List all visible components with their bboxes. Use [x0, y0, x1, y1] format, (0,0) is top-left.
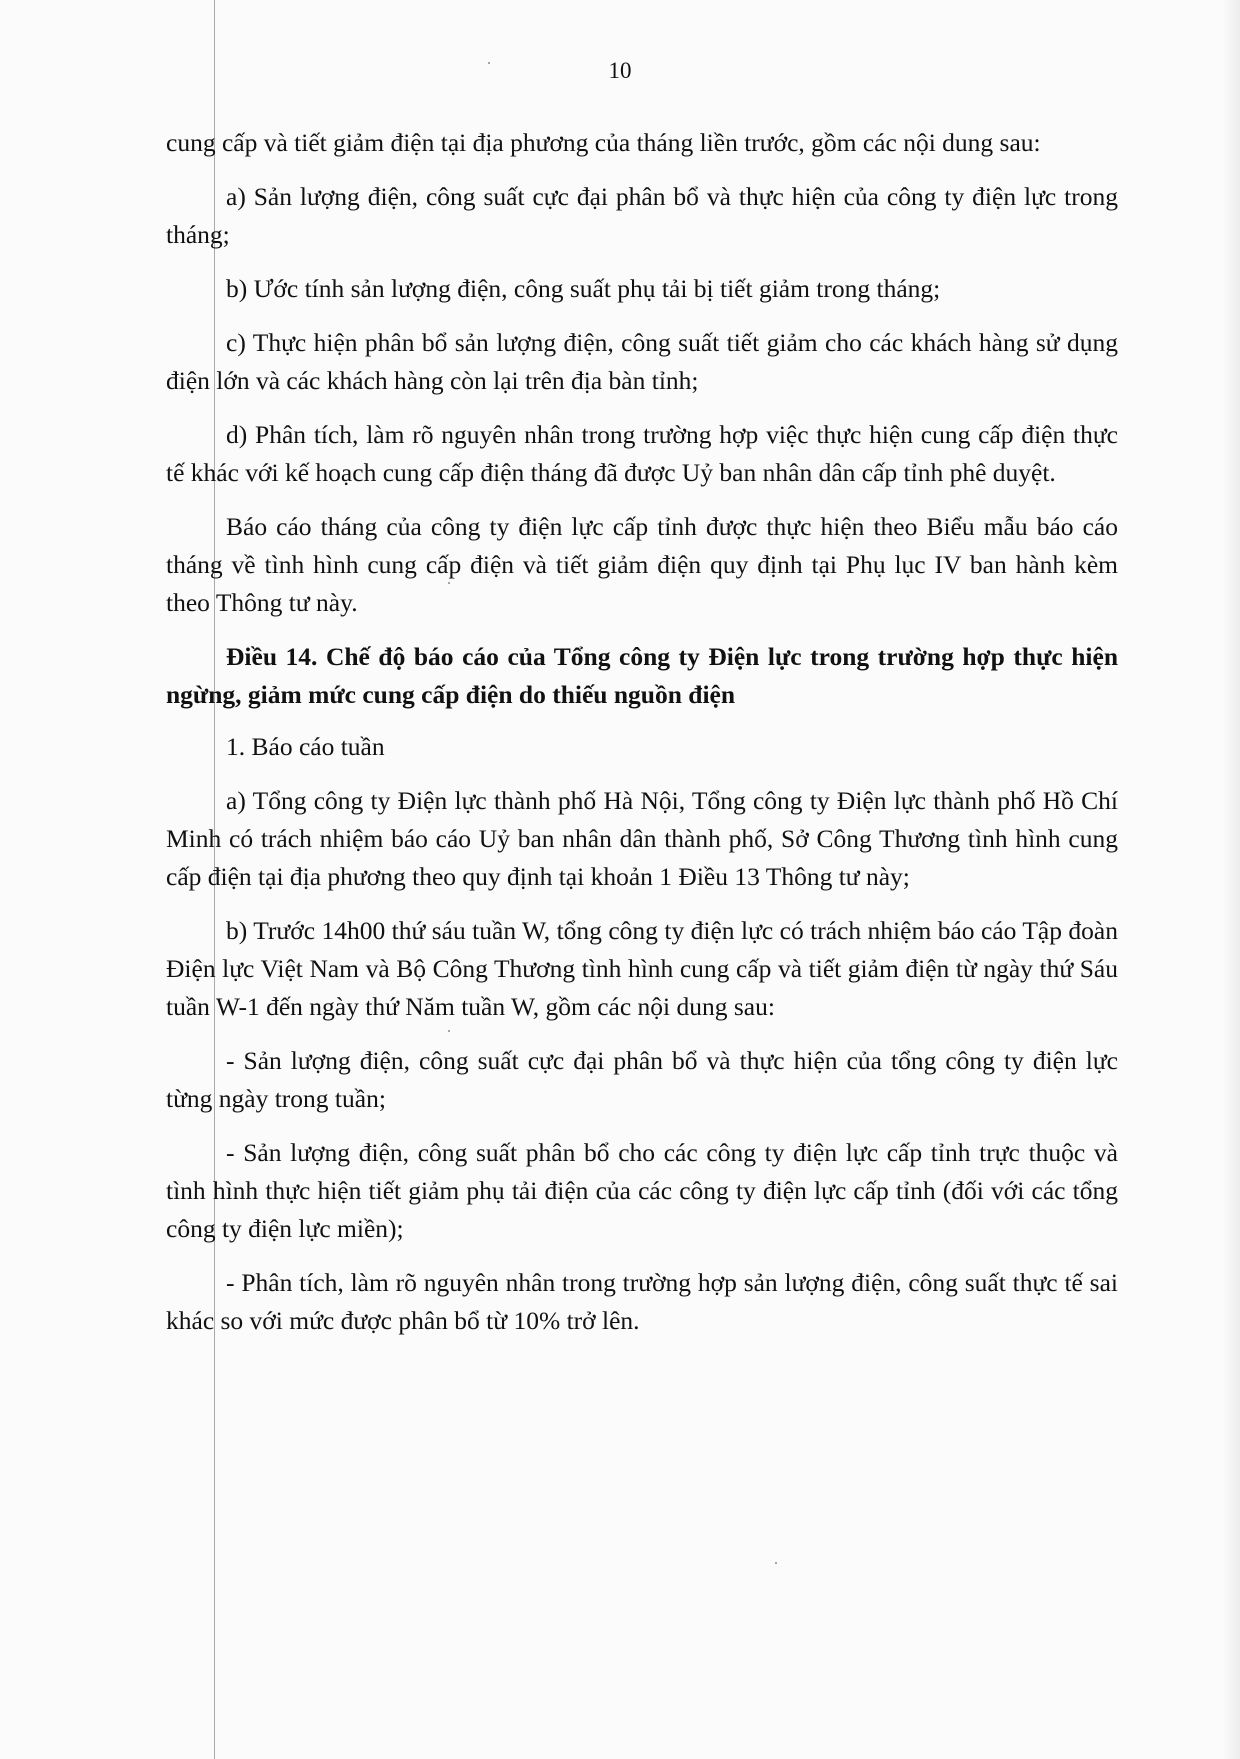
paragraph-item-b: b) Ước tính sản lượng điện, công suất phụ tải bị tiết giảm trong tháng;: [226, 274, 941, 303]
scan-speck: [775, 1562, 777, 1564]
document-body: [166, 124, 1118, 1356]
article-14-heading: Điều 14. Chế độ báo cáo của Tổng công ty Điện lực trong trường hợp thực hiện ngừng, giảm mức cung cấp điện do thiếu nguồn điện: [166, 642, 1118, 709]
paragraph-continuation: cung cấp và tiết giảm điện tại địa phương của tháng liền trước, gồm các nội dung sau:: [166, 128, 1041, 157]
bullet-item-1: - Sản lượng điện, công suất cực đại phân bổ và thực hiện của tổng công ty điện lực từng ngày trong tuần;: [166, 1046, 1118, 1113]
bullet-item-3: - Phân tích, làm rõ nguyên nhân trong trường hợp sản lượng điện, công suất thực tế sai khác so với mức được phân bổ từ 10% trở lên.: [166, 1268, 1118, 1335]
bullet-item-2: - Sản lượng điện, công suất phân bổ cho các công ty điện lực cấp tỉnh trực thuộc và tình hình thực hiện tiết giảm phụ tải điện của các công ty điện lực cấp tỉnh (đối với các tổng công ty điện lực miền);: [166, 1138, 1118, 1243]
scan-speck: [448, 582, 450, 584]
page-edge-shadow: [1222, 0, 1240, 1759]
paragraph-item-c: c) Thực hiện phân bổ sản lượng điện, công suất tiết giảm cho các khách hàng sử dụng điện lớn và các khách hàng còn lại trên địa bàn tỉnh;: [166, 328, 1118, 395]
paragraph-monthly-report: Báo cáo tháng của công ty điện lực cấp tỉnh được thực hiện theo Biểu mẫu báo cáo tháng về tình hình cung cấp điện và tiết giảm điện quy định tại Phụ lục IV ban hành kèm theo Thông tư này.: [166, 512, 1118, 617]
paragraph-item-d: d) Phân tích, làm rõ nguyên nhân trong trường hợp việc thực hiện cung cấp điện thực tế khác với kế hoạch cung cấp điện tháng đã được Uỷ ban nhân dân cấp tỉnh phê duyệt.: [166, 420, 1118, 487]
scan-speck: [448, 1030, 450, 1032]
page-number: 10: [608, 58, 632, 83]
paragraph-item-a: a) Sản lượng điện, công suất cực đại phân bổ và thực hiện của công ty điện lực trong tháng;: [166, 182, 1118, 249]
scan-speck: [488, 62, 490, 64]
paragraph-weekly-a: a) Tổng công ty Điện lực thành phố Hà Nội, Tổng công ty Điện lực thành phố Hồ Chí Minh có trách nhiệm báo cáo Uỷ ban nhân dân thành phố, Sở Công Thương tình hình cung cấp điện tại địa phương theo quy định tại khoản 1 Điều 13 Thông tư này;: [166, 786, 1118, 891]
paragraph-weekly-b: b) Trước 14h00 thứ sáu tuần W, tổng công ty điện lực có trách nhiệm báo cáo Tập đoàn Điện lực Việt Nam và Bộ Công Thương tình hình cung cấp và tiết giảm điện từ ngày thứ Sáu tuần W-1 đến ngày thứ Năm tuần W, gồm các nội dung sau:: [166, 916, 1118, 1021]
section-weekly-report: 1. Báo cáo tuần: [226, 732, 385, 761]
